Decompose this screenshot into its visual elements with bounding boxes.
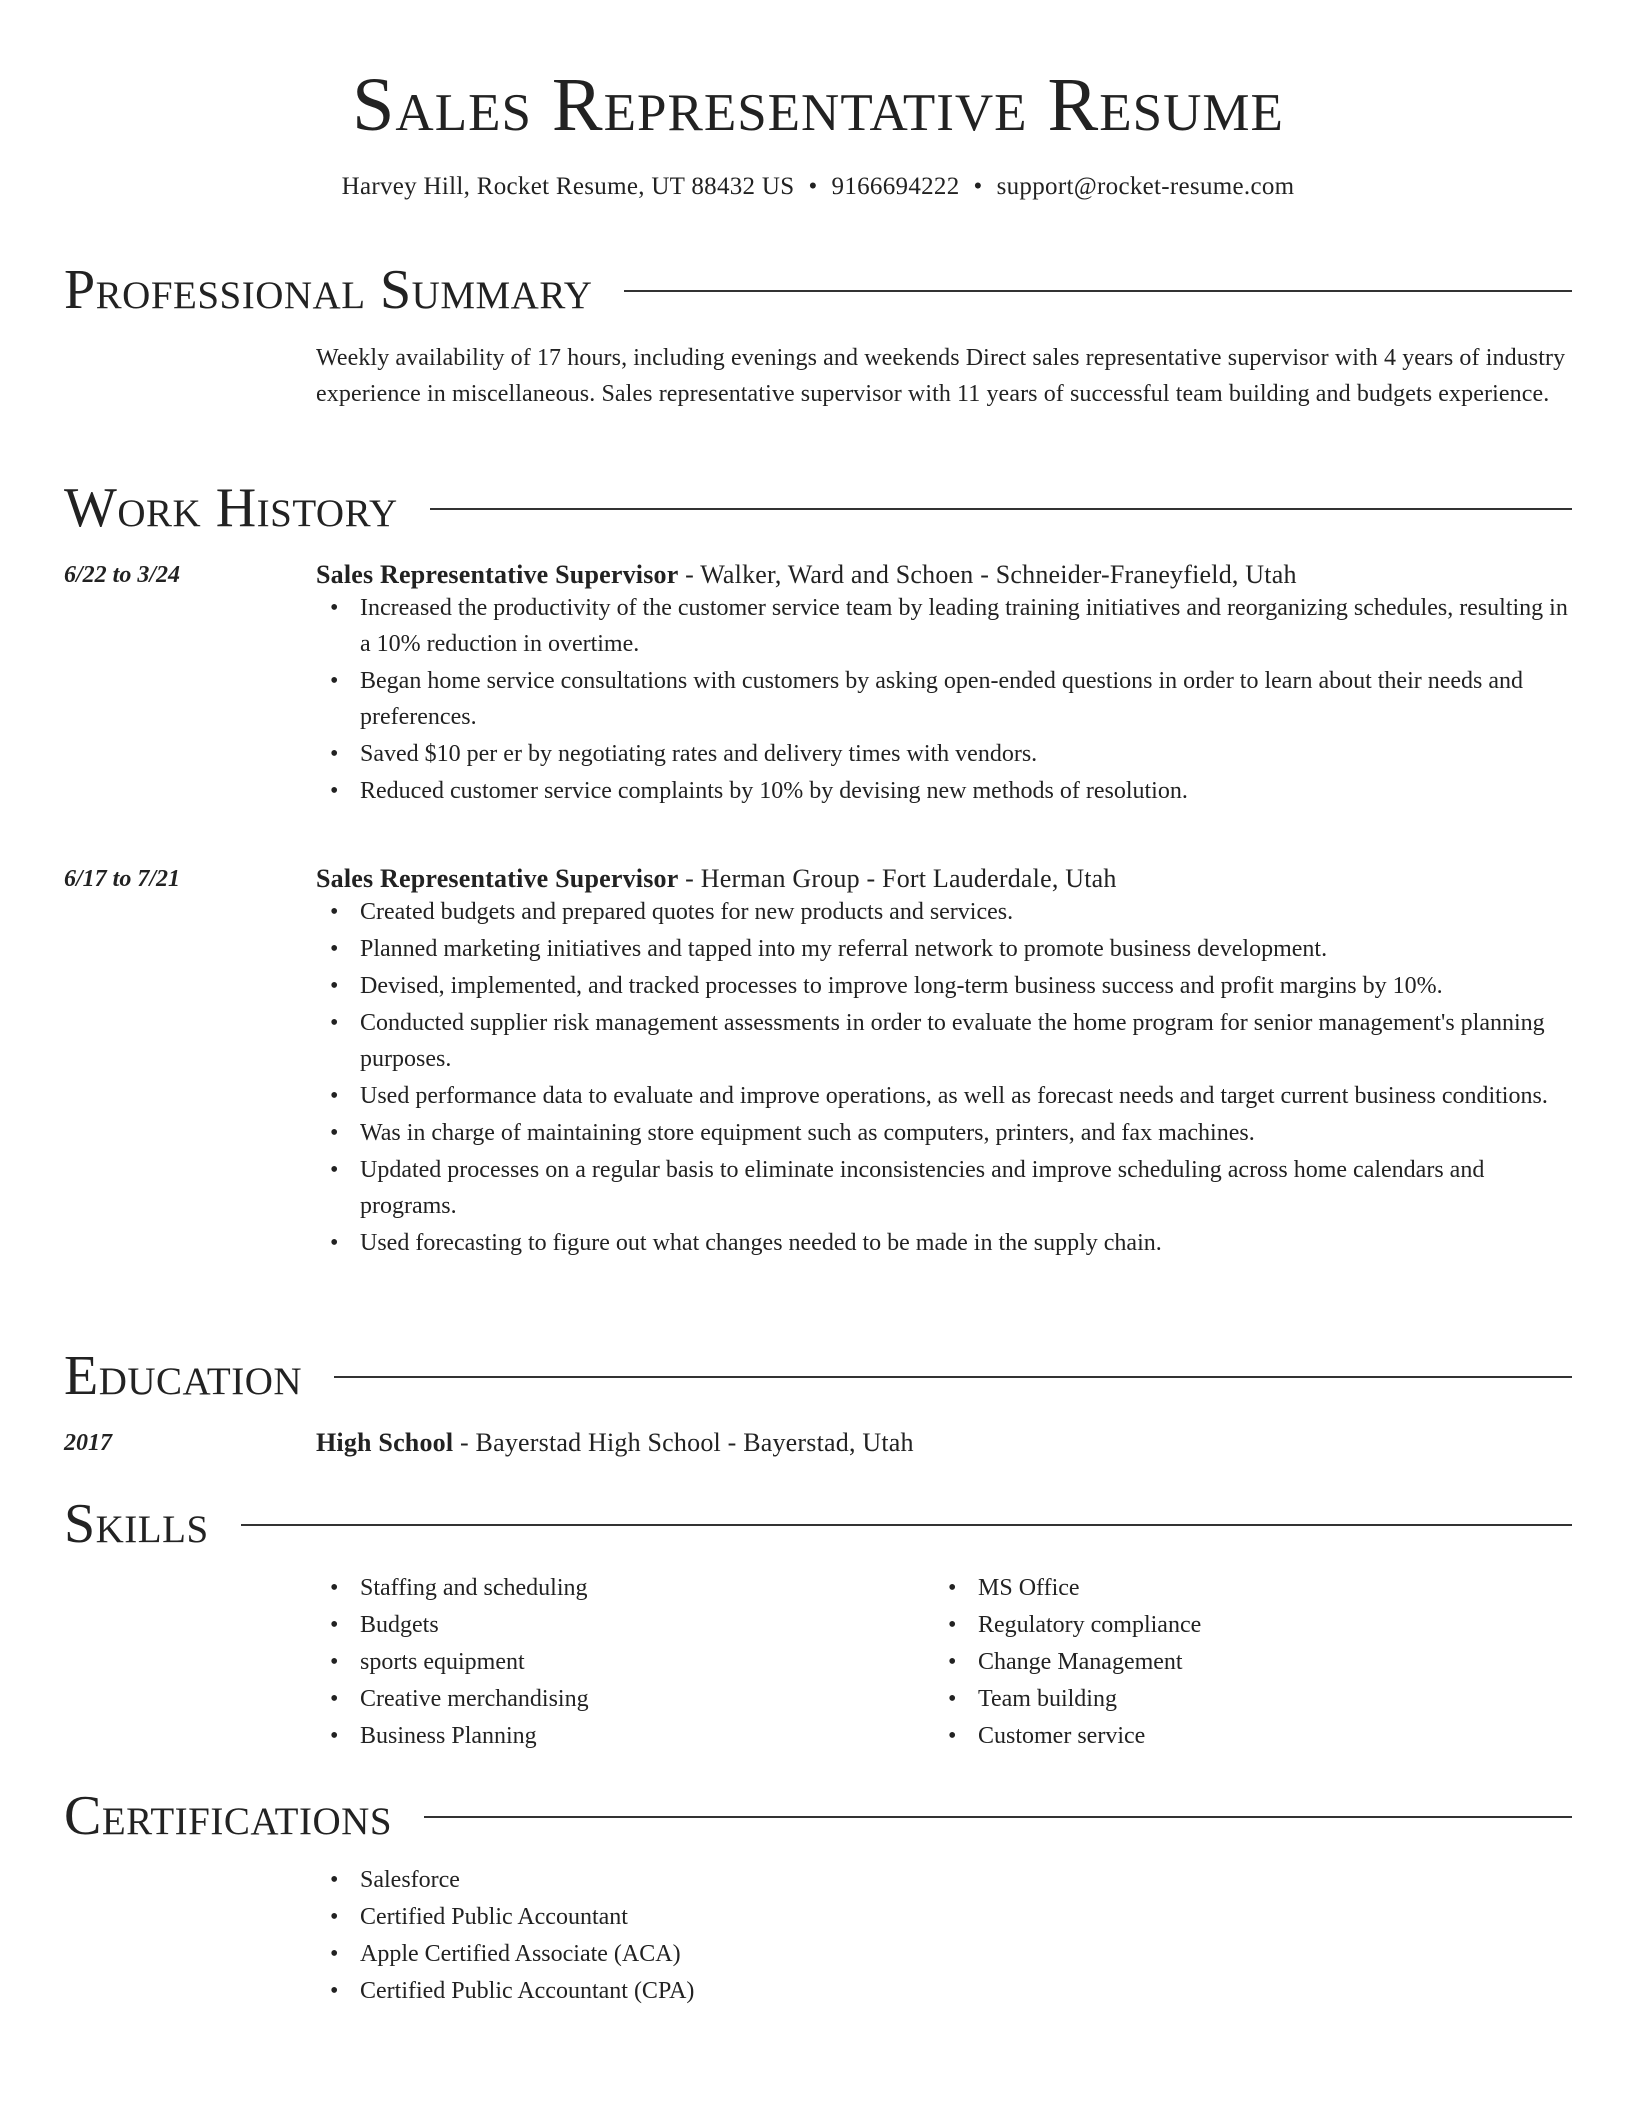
job-bullet: • Conducted supplier risk management assessments in order to evaluate the home program for senior management's planning purposes. (360, 1005, 1572, 1077)
skills-row (64, 1570, 1572, 1755)
education-heading (316, 1428, 1572, 1458)
contact-phone: 9166694222 (831, 173, 960, 200)
job-entry (64, 560, 1572, 810)
skill-item: • Business Planning (360, 1718, 934, 1754)
job-dates: 6/17 to 7/21 (64, 866, 181, 892)
section-heading-education (64, 1344, 1572, 1408)
certification-item: • Apple Certified Associate (ACA) (360, 1936, 1572, 1972)
contact-email[interactable]: support@rocket-resume.com (996, 173, 1295, 200)
summary-row (64, 340, 1572, 412)
certifications-list (316, 1862, 1572, 2009)
document-title: Sales Representative Resume (352, 63, 1284, 147)
section-divider (430, 508, 1572, 510)
job-bullet: • Planned marketing initiatives and tapped into my referral network to promote business development. (360, 931, 1572, 967)
certification-item: • Salesforce (360, 1862, 1572, 1898)
contact-separator: • (973, 173, 983, 200)
job-bullet: • Used performance data to evaluate and improve operations, as well as forecast needs and target current business conditions. (360, 1078, 1572, 1114)
job-heading (316, 560, 1572, 590)
section-title: Professional Summary (64, 259, 593, 321)
skill-item: • MS Office (978, 1570, 1201, 1606)
skill-item: • Staffing and scheduling (360, 1570, 934, 1606)
job-bullet: • Devised, implemented, and tracked processes to improve long-term business success and profit margins by 10%. (360, 968, 1572, 1004)
section-divider (241, 1524, 1572, 1526)
job-company-location: - Walker, Ward and Schoen - Schneider-Franeyfield, Utah (678, 560, 1297, 589)
contact-line (64, 172, 1572, 202)
certifications-row (64, 1862, 1572, 2010)
certification-item: • Certified Public Accountant (360, 1899, 1572, 1935)
job-bullet: • Saved $10 per er by negotiating rates and delivery times with vendors. (360, 736, 1572, 772)
section-divider (424, 1816, 1572, 1818)
section-heading-work-history (64, 476, 1572, 540)
job-dates: 6/22 to 3/24 (64, 562, 181, 588)
skill-item: • Customer service (978, 1718, 1201, 1754)
skill-item: • Regulatory compliance (978, 1607, 1201, 1643)
section-heading-skills (64, 1492, 1572, 1556)
job-bullet: • Created budgets and prepared quotes for new products and services. (360, 894, 1572, 930)
job-bullet: • Reduced customer service complaints by 10% by devising new methods of resolution. (360, 773, 1572, 809)
section-heading-summary (64, 258, 1572, 322)
skills-list-right (934, 1570, 1201, 1755)
job-bullet: • Increased the productivity of the customer service team by leading training initiatives and reorganizing schedules, resulting in a 10% reduction in overtime. (360, 590, 1572, 662)
contact-separator: • (808, 173, 818, 200)
summary-text: Weekly availability of 17 hours, including evenings and weekends Direct sales representative supervisor with 4 years of industry experience in miscellaneous. Sales representative supervisor with 11 years of successful team building and budgets experience. (316, 345, 1566, 407)
skill-item: • sports equipment (360, 1644, 934, 1680)
skill-item: • Budgets (360, 1607, 934, 1643)
skills-list-left (316, 1570, 934, 1755)
education-school-location: - Bayerstad High School - Bayerstad, Utah (453, 1428, 914, 1457)
section-divider (334, 1376, 1572, 1378)
job-bullet: • Began home service consultations with customers by asking open-ended questions in order to learn about their needs and preferences. (360, 663, 1572, 735)
skill-item: • Creative merchandising (360, 1681, 934, 1717)
section-heading-certifications (64, 1784, 1572, 1848)
education-entry (64, 1428, 1572, 1458)
contact-address: Harvey Hill, Rocket Resume, UT 88432 US (341, 173, 795, 200)
section-divider (624, 290, 1572, 292)
skill-item: • Team building (978, 1681, 1201, 1717)
job-company-location: - Herman Group - Fort Lauderdale, Utah (678, 864, 1117, 893)
section-title: Education (64, 1345, 303, 1407)
job-bullet: • Updated processes on a regular basis to eliminate inconsistencies and improve scheduling across home calendars and programs. (360, 1152, 1572, 1224)
job-title: Sales Representative Supervisor (316, 560, 679, 589)
education-year: 2017 (64, 1430, 112, 1456)
certification-item: • Certified Public Accountant (CPA) (360, 1973, 1572, 2009)
section-title: Work History (64, 477, 398, 539)
job-entry (64, 864, 1572, 1262)
education-degree: High School (316, 1428, 454, 1457)
job-bullet: • Was in charge of maintaining store equipment such as computers, printers, and fax machines. (360, 1115, 1572, 1151)
job-heading (316, 864, 1572, 894)
section-title: Certifications (64, 1785, 393, 1847)
job-title: Sales Representative Supervisor (316, 864, 679, 893)
job-bullet: • Used forecasting to figure out what changes needed to be made in the supply chain. (360, 1225, 1572, 1261)
job-bullets (316, 894, 1572, 1261)
skill-item: • Change Management (978, 1644, 1201, 1680)
job-bullets (316, 590, 1572, 809)
section-title: Skills (64, 1493, 209, 1555)
resume-page (64, 0, 1572, 2004)
